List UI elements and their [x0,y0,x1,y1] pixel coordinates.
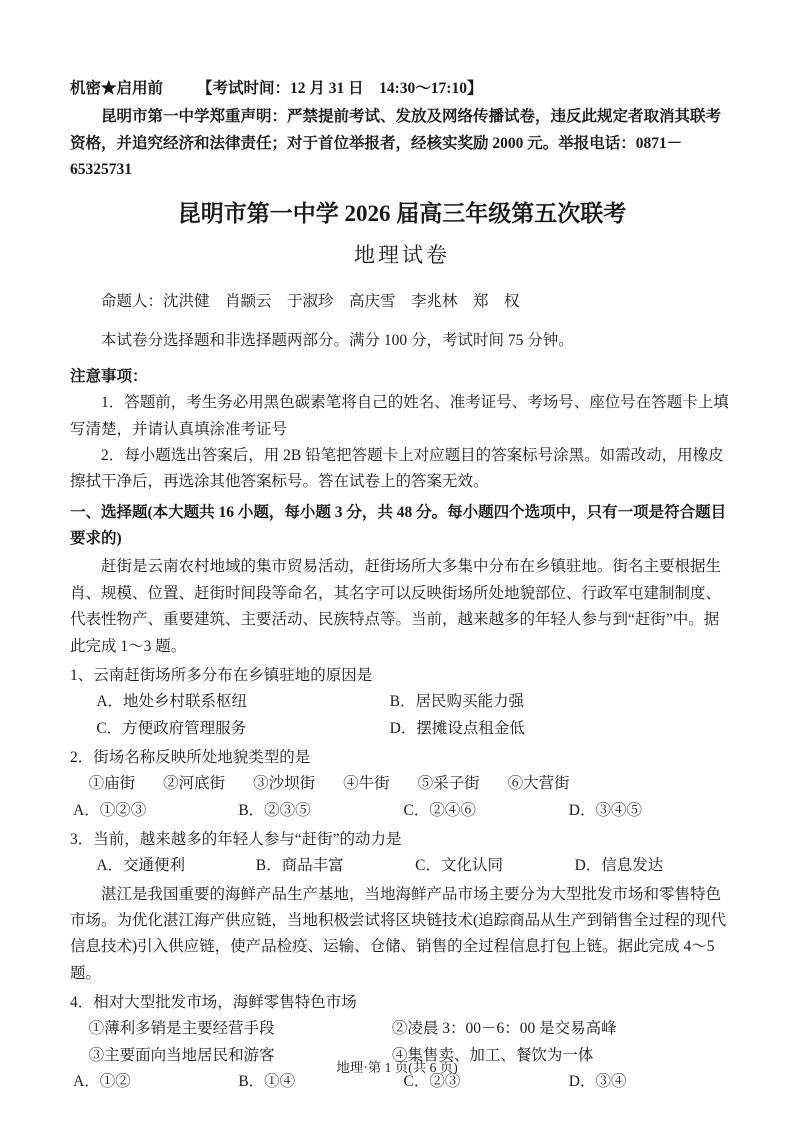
question-2-item-3: ③沙坝街 [253,775,316,793]
passage-2: 湛江是我国重要的海鲜产品生产基地，当地海鲜产品市场主要分为大型批发市场和零售特色市场。为优化湛江海产供应链，当地积极尝试将区块链技术(追踪商品从生产到销售全过程的现代信息技术)引入供应链，使产品检疫、运输、仓储、销售的全过程信息打包上链。据此完成 4～5 题。 [70,885,727,982]
question-4-option-c: C．②③ [403,1073,461,1090]
question-2-options [70,798,734,824]
question-3-option-c: C．文化认同 [415,857,504,875]
question-1-options [70,689,734,742]
question-2-option-d: D．③④⑤ [568,801,642,819]
question-3 [70,827,734,880]
question-2-option-a: A．①②③ [73,801,147,819]
question-2-option-b: B．②③⑤ [238,801,311,819]
question-4-item-3: ③主要面向当地居民和游客 [88,1046,275,1064]
question-4-item-1: ①薄利多销是主要经营手段 [88,1020,275,1038]
question-2-option-c: C．②④⑥ [403,801,476,819]
question-3-option-a: A．交通便利 [96,857,186,875]
question-3-option-b: B．商品丰富 [255,857,344,875]
question-2-item-2: ②河底街 [163,775,226,793]
question-1-option-c: C．方便政府管理服务 [96,719,247,737]
question-2 [70,745,734,824]
question-2-items [70,771,734,797]
question-4-item-2: ②凌晨 3：00－6：00 是交易高峰 [391,1020,617,1038]
page-title: 昆明市第一中学 2026 届高三年级第五次联考 [177,201,627,227]
section-1-heading: 一、选择题(本大题共 16 小题，每小题 3 分，共 48 分。每小题四个选项中，只有一项是符合题目要求的) [70,503,727,548]
question-3-stem: 3．当前，越来越多的年轻人参与“赶街”的动力是 [70,830,402,848]
question-2-stem: 2．街场名称反映所处地貌类型的是 [70,748,311,766]
notice-heading: 注意事项： [70,368,148,386]
exam-time-label: 【考试时间：12 月 31 日 14:30～17:10】 [197,80,483,97]
passage-1: 赶街是云南农村地域的集市贸易活动，赶街场所大多集中分布在乡镇驻地。街名主要根据生肖、规模、位置、赶街时间段等命名，其名字可以反映街场所处地貌部位、行政军屯建制制度、代表性物产、重要建筑、主要活动、民族特点等。当前，越来越多的年轻人参与到“赶街”中。据此完成 1～3 题。 [70,558,722,655]
footer-page-number: 地理·第 1 页(共 6 页) [336,1060,458,1076]
school-declaration: 昆明市第一中学郑重声明：严禁提前考试、发放及网络传播试卷，违反此规定者取消其联考资格，并追究经济和法律责任；对于首位举报者，经核实奖励 2000 元。举报电话：0871－65325731 [70,108,722,179]
question-4-option-b: B．①④ [238,1073,296,1090]
page-header-row [70,76,734,102]
question-2-item-5: ⑤采子街 [417,775,480,793]
question-1-stem: 1、云南赶街场所多分布在乡镇驻地的原因是 [70,666,373,684]
question-2-item-6: ⑥大营街 [507,775,570,793]
question-2-item-1: ①庙街 [88,775,136,793]
question-2-item-4: ④牛街 [343,775,390,793]
paper-subtitle: 地理试卷 [354,242,450,267]
notice-item-2: 2．每小题选出答案后，用 2B 铅笔把答题卡上对应题目的答案标号涂黑。如需改动，用橡皮擦拭干净后，再选涂其他答案标号。答在试卷上的答案无效。 [70,447,724,491]
question-3-option-d: D．信息发达 [574,857,664,875]
intro-line: 本试卷分选择题和非选择题两部分。满分 100 分，考试时间 75 分钟。 [101,331,574,349]
question-3-options [70,853,734,879]
question-1 [70,663,734,742]
question-4-option-a: A．①② [73,1073,131,1090]
question-1-option-b: B．居民购买能力强 [389,693,524,711]
question-4-stem: 4．相对大型批发市场，海鲜零售特色市场 [70,993,357,1011]
question-4-item-4: ④集售卖、加工、餐饮为一体 [391,1046,594,1064]
classification-label: 机密★启用前 [70,80,164,97]
notice-item-1: 1．答题前，考生务必用黑色碳素笔将自己的姓名、准考证号、考场号、座位号在答题卡上填写清楚，并请认真填涂准考证号 [70,394,729,438]
question-1-option-a: A．地处乡村联系枢纽 [96,693,248,711]
question-4-option-d: D．③④ [568,1073,627,1090]
authors-line: 命题人：沈洪健 肖颛云 于淑珍 高庆雪 李兆林 郑 权 [101,293,520,311]
question-1-option-d: D．摆摊设点租金低 [389,719,525,737]
